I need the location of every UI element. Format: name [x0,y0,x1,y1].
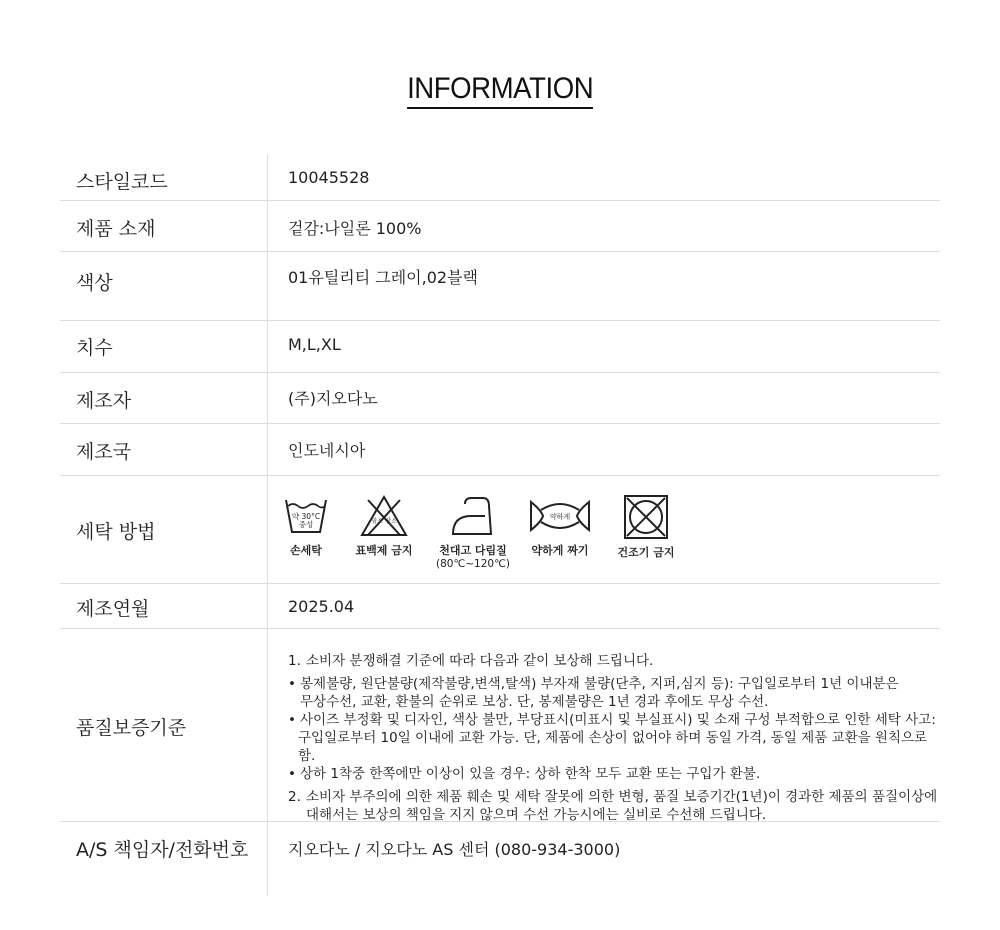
divider [267,201,268,251]
row-washing [60,476,940,584]
value-color: 01유틸리티 그레이,02블랙 [288,268,478,287]
care-hand-wash [280,494,332,570]
care-no-tumble-dry [608,494,684,570]
divider [267,822,268,896]
divider [267,373,268,423]
divider [267,424,268,475]
label-date: 제조연월 [76,598,150,620]
value-manufacturer: (주)지오다노 [288,389,378,408]
hand-wash-icon [284,494,328,538]
care-no-bleach [348,494,420,570]
no-tumble-dry-icon [623,494,669,540]
quality-bullet-1-cont: 무상수선, 교환, 환불의 순위로 보상. 단, 봉제불량은 1년 경과 후에도 무상 수선. [300,694,769,710]
value-size: M,L,XL [288,335,341,354]
label-as-contact: A/S 책임자/전화번호 [76,839,249,861]
value-date: 2025.04 [288,597,355,616]
svg-text:중성: 중성 [298,520,314,529]
row-manufacturer [60,373,940,424]
row-as-contact [60,822,940,896]
label-quality: 품질보증기준 [76,717,187,739]
row-style-code [60,155,940,201]
row-material [60,201,940,252]
page-title: INFORMATION [0,72,1000,109]
quality-bullet-2-cont: 구입일로부터 10일 이내에 교환 가능. 단, 제품에 손상이 없어야 하며 동일 가격, 동일 제품 교환을 원칙으로 함. [298,730,928,764]
care-gentle-wring [522,494,598,570]
divider [267,476,268,583]
quality-bullet-3: • 상하 1착중 한쪽에만 이상이 있을 경우: 상하 한착 모두 교환 또는 구입가 환불. [288,766,761,782]
caption-iron: 천대고 다림질 [439,544,507,557]
quality-bullet-2: • 사이즈 부정확 및 디자인, 색상 불만, 부당표시(미표시 및 부실표시) 및 소재 구성 부적합으로 인한 세탁 사고: [288,712,936,728]
divider [267,321,268,372]
svg-text:약하게: 약하게 [549,513,571,521]
label-material: 제품 소재 [76,218,156,240]
svg-text:약 30°C: 약 30°C [291,512,321,521]
svg-text:산소: 산소 [385,518,397,525]
caption-gentle-wring: 약하게 짜기 [531,544,589,557]
caption-iron-temp: (80℃~120℃) [436,558,510,570]
caption-no-tumble-dry: 건조기 금지 [617,546,675,559]
quality-item-1: 1. 소비자 분쟁해결 기준에 따라 다음과 같이 보상해 드립니다. [288,653,654,669]
value-style-code: 10045528 [288,168,370,187]
caption-no-bleach: 표백제 금지 [355,544,413,557]
label-manufacturer: 제조자 [76,390,132,412]
gentle-wring-icon [529,494,591,538]
value-as-contact: 지오다노 / 지오다노 AS 센터 (080-934-3000) [288,840,621,859]
quality-notice [288,652,938,824]
row-size [60,321,940,373]
row-country [60,424,940,476]
caption-hand-wash: 손세탁 [290,544,322,557]
no-bleach-icon [360,494,408,538]
care-iron [432,494,514,570]
product-info-table [60,155,940,896]
divider [267,629,268,821]
row-date [60,584,940,629]
svg-text:염소: 염소 [371,518,383,525]
quality-bullet-1: • 봉제불량, 원단불량(제작불량,변색,탈색) 부자재 불량(단추, 지퍼,심지 등): 구입일로부터 1년 이내분은 [288,676,899,692]
value-country: 인도네시아 [288,441,366,460]
quality-item-2-cont: 대해서는 보상의 책임을 지지 않으며 수선 가능시에는 실비로 수선해 드립니다. [306,807,767,823]
label-size: 치수 [76,337,113,359]
iron-icon [449,494,497,538]
care-icons [280,494,684,570]
label-country: 제조국 [76,441,132,463]
divider [267,155,268,200]
divider [267,252,268,320]
value-material: 겉감:나일론 100% [288,219,422,238]
quality-item-2: 2. 소비자 부주의에 의한 제품 훼손 및 세탁 잘못에 의한 변형, 품질 보증기간(1년)이 경과한 제품의 품질이상에 [288,789,938,805]
row-quality [60,629,940,822]
label-washing: 세탁 방법 [76,521,156,543]
label-style-code: 스타일코드 [76,171,168,193]
label-color: 색상 [76,272,113,294]
divider [267,584,268,628]
row-color [60,252,940,321]
